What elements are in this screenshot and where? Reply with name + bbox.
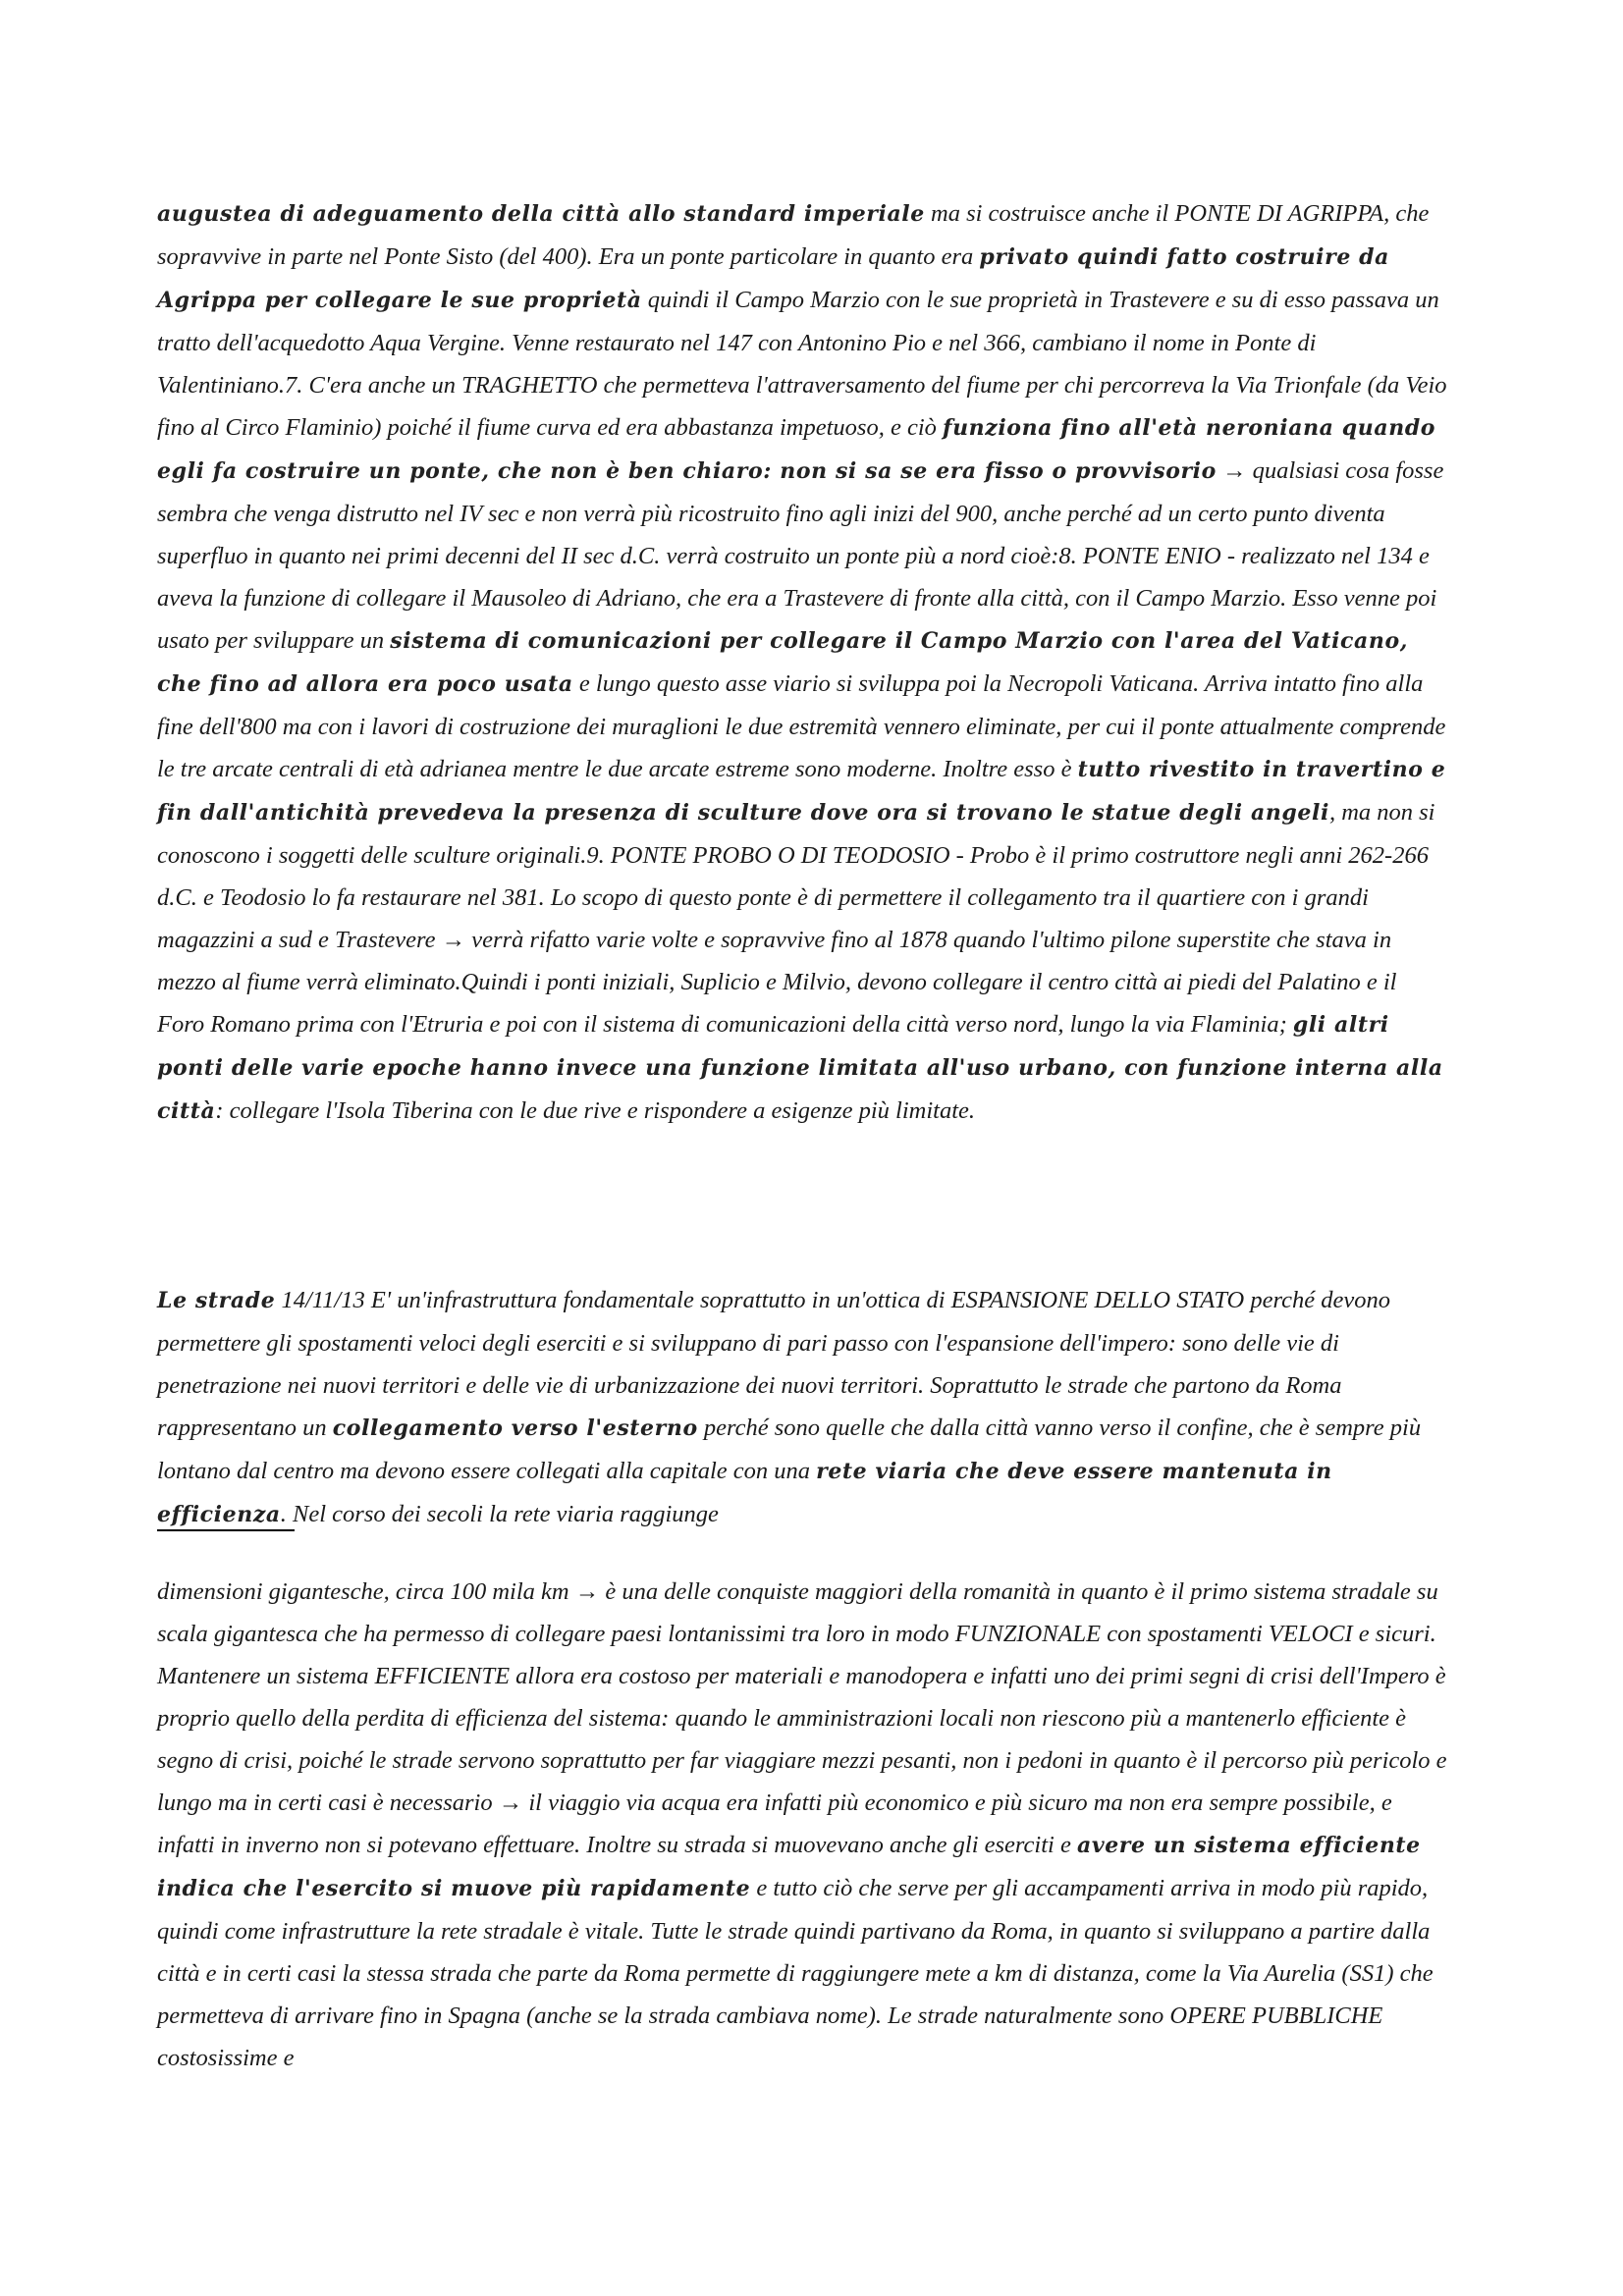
- body-text: 14/11/13 E' un'infrastruttura fondamentale soprattutto in un'ottica di ESPANSIONE DELLO STATO perché devono permettere gli spostamenti veloci degli eserciti e si sviluppano di pari passo con l'espansione dell'impero: sono delle vie di penetrazione nei nuovi territori e delle vie di urbanizzazione dei nuovi territori. Soprattutto le strade che partono da Roma rappresentano un: [157, 1287, 1390, 1441]
- emphasized-text: Le strade: [157, 1288, 276, 1313]
- body-text: quindi il Campo Marzio con le sue proprietà in Trastevere e su di esso passava un tratto dell'acquedotto Aqua Vergine. Venne restaurato nel 147 con Antonino Pio e nel 366, cambiano il nome in Ponte di Valentiniano.7. C'era anche un TRAGHETTO che permetteva l'attraversamento del fiume per chi percorreva la Via Trionfale (da Veio fino al Circo Flaminio) poiché il fiume curva ed era abbastanza impetuoso, e ciò: [157, 287, 1447, 441]
- paragraph-roads-continued: [157, 1571, 1448, 2079]
- body-text: e tutto ciò che serve per gli accampamenti arriva in modo più rapido, quindi come infrastrutture la rete stradale è vitale. Tutte le strade quindi partivano da Roma, in quanto si sviluppano a partire dalla città e in certi casi la stessa strada che parte da Roma permette di raggiungere mete a km di distanza, come la Via Aurelia (SS1) che permetteva di arrivare fino in Spagna (anche se la strada cambiava nome). Le strade naturalmente sono OPERE PUBBLICHE costosissime e: [157, 1875, 1434, 2071]
- body-text: → qualsiasi cosa fosse sembra che venga distrutto nel IV sec e non verrà più ricostruito fino agli inizi del 900, anche perché ad un certo punto diventa superfluo in quanto nei primi decenni del II sec d.C. verrà costruito un ponte più a nord cioè:8. PONTE ENIO - realizzato nel 134 e aveva la funzione di collegare il Mausoleo di Adriano, che era a Trastevere di fronte alla città, con il Campo Marzio. Esso venne poi usato per sviluppare un: [157, 457, 1444, 654]
- body-text: ma si costruisce anche il PONTE DI AGRIPPA, che sopravvive in parte nel Ponte Sisto (del 400). Era un ponte particolare in quanto era: [157, 200, 1430, 270]
- emphasized-text: augustea di adeguamento della città allo standard imperiale: [157, 201, 925, 227]
- emphasized-text: collegamento verso l'esterno: [332, 1415, 698, 1441]
- emphasized-text: avere un sistema efficiente indica che l'esercito si muove più rapidamente: [157, 1833, 1421, 1901]
- body-text: e lungo questo asse viario si sviluppa poi la Necropoli Vaticana. Arriva intatto fino alla fine dell'800 ma con i lavori di costruzione dei muraglioni le due estremità vennero eliminate, per cui il ponte attualmente comprende le tre arcate centrali di età adrianea mentre le due arcate estreme sono moderne. Inoltre esso è: [157, 670, 1446, 782]
- emphasized-text: privato quindi fatto costruire da Agrippa per collegare le sue proprietà: [157, 244, 1390, 313]
- emphasized-text: sistema di comunicazioni per collegare il Campo Marzio con l'area del Vaticano, che fino ad allora era poco usata: [157, 628, 1409, 697]
- footnote-separator: [157, 1529, 295, 1531]
- body-text: dimensioni gigantesche, circa 100 mila km → è una delle conquiste maggiori della romanità in quanto è il primo sistema stradale su scala gigantesca che ha permesso di collegare paesi lontanissimi tra loro in modo FUNZIONALE con spostamenti VELOCI e sicuri. Mantenere un sistema EFFICIENTE allora era costoso per materiali e manodopera e infatti uno dei primi segni di crisi dell'Impero è proprio quello della perdita di efficienza del sistema: quando le amministrazioni locali non riescono più a mantenerlo efficiente è segno di crisi, poiché le strade servono soprattutto per far viaggiare mezzi pesanti, non i pedoni in quanto è il percorso più pericolo e lungo ma in certi casi è necessario → il viaggio via acqua era infatti più economico e più sicuro ma non era sempre possibile, e infatti in inverno non si potevano effettuare. Inoltre su strada si muovevano anche gli eserciti e: [157, 1578, 1447, 1858]
- emphasized-text: tutto rivestito in travertino e fin dall'antichità prevedeva la presenza di sculture dove ora si trovano le statue degli angeli: [157, 757, 1446, 826]
- emphasized-text: funziona fino all'età neroniana quando egli fa costruire un ponte, che non è ben chiaro: non si sa se era fisso o provvisorio: [157, 415, 1436, 484]
- body-text: , ma non si conoscono i soggetti delle sculture originali.9. PONTE PROBO O DI TEODOSIO - Probo è il primo costruttore negli anni 262-266 d.C. e Teodosio lo fa restaurare nel 381. Lo scopo di questo ponte è di permettere il collegamento tra il quartiere con i grandi magazzini a sud e Trastevere → verrà rifatto varie volte e sopravvive fino al 1878 quando l'ultimo pilone superstite che stava in mezzo al fiume verrà eliminato.Quindi i ponti iniziali, Suplicio e Milvio, devono collegare il centro città ai piedi del Palatino e il Foro Romano prima con l'Etruria e poi con il sistema di comunicazioni della città verso nord, lungo la via Flaminia;: [157, 799, 1435, 1038]
- emphasized-text: gli altri ponti delle varie epoche hanno invece una funzione limitata all'uso urbano, con funzione interna alla città: [157, 1012, 1443, 1124]
- body-text: perché sono quelle che dalla città vanno verso il confine, che è sempre più lontano dal centro ma devono essere collegati alla capitale con una: [157, 1415, 1422, 1484]
- paragraph-roads: [157, 1279, 1448, 1536]
- emphasized-text: rete viaria che deve essere mantenuta in efficienza: [157, 1459, 1332, 1527]
- body-text: : collegare l'Isola Tiberina con le due rive e rispondere a esigenze più limitate.: [215, 1097, 976, 1124]
- paragraph-bridges: [157, 192, 1448, 1133]
- body-text: . Nel corso dei secoli la rete viaria raggiunge: [280, 1501, 719, 1527]
